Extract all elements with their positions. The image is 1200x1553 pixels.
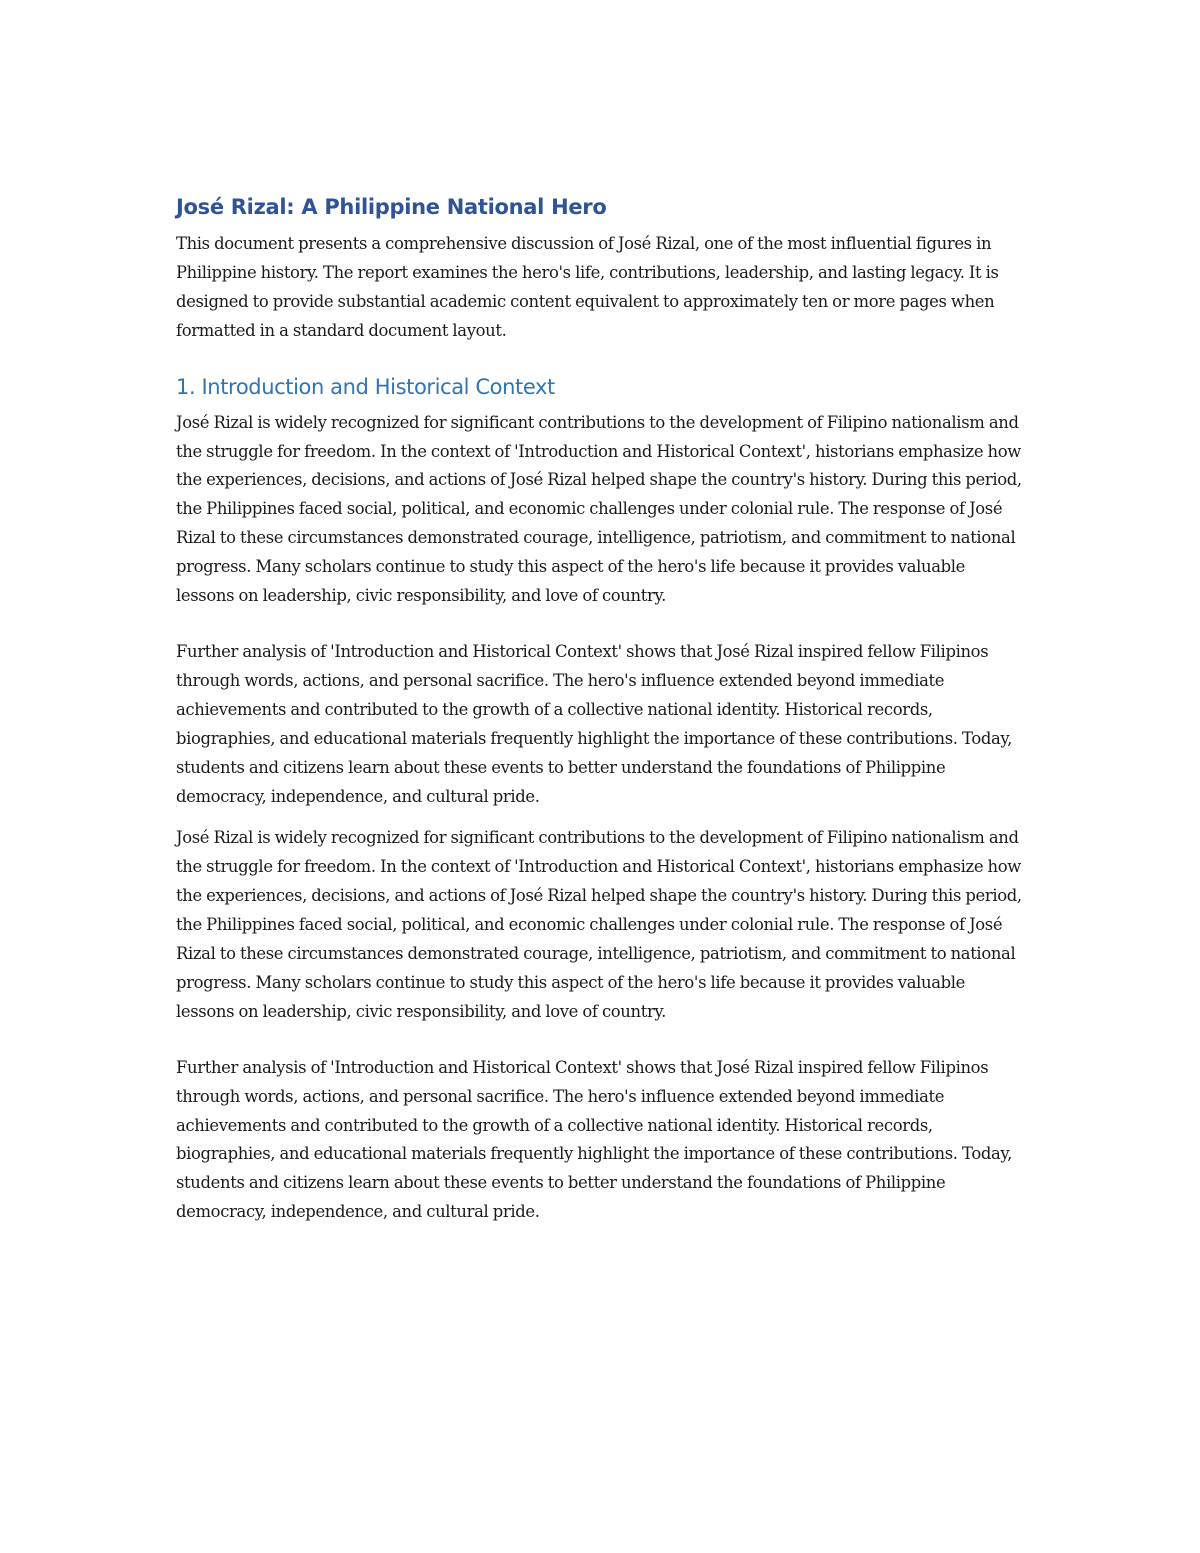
section-heading: 1. Introduction and Historical Context: [176, 374, 555, 399]
section-paragraph-4: Further analysis of 'Introduction and Historical Context' shows that José Rizal inspired fellow Filipinos through words, actions, and personal sacrifice. The hero's influence extended beyond immediate achievements and contributed to the growth of a collective national identity. Historical records, biographies, and educational materials frequently highlight the importance of these contributions. Today, students and citizens learn about these events to better understand the foundations of Philippine democracy, independence, and cultural pride.: [176, 1057, 1013, 1222]
section-paragraph-1: José Rizal is widely recognized for significant contributions to the development of Filipino nationalism and the struggle for freedom. In the context of 'Introduction and Historical Context', historians emphasize how the experiences, decisions, and actions of José Rizal helped shape the country's history. During this period, the Philippines faced social, political, and economic challenges under colonial rule. The response of José Rizal to these circumstances demonstrated courage, intelligence, patriotism, and commitment to national progress. Many scholars continue to study this aspect of the hero's life because it provides valuable lessons on leadership, civic responsibility, and love of country.: [176, 412, 1022, 606]
paragraph-gap: [176, 611, 1026, 638]
paragraph-gap: [176, 811, 1026, 824]
paragraph-gap: [176, 1027, 1026, 1054]
section-paragraph-2: Further analysis of 'Introduction and Historical Context' shows that José Rizal inspired fellow Filipinos through words, actions, and personal sacrifice. The hero's influence extended beyond immediate achievements and contributed to the growth of a collective national identity. Historical records, biographies, and educational materials frequently highlight the importance of these contributions. Today, students and citizens learn about these events to better understand the foundations of Philippine democracy, independence, and cultural pride.: [176, 641, 1013, 806]
section-paragraph-3: José Rizal is widely recognized for significant contributions to the development of Filipino nationalism and the struggle for freedom. In the context of 'Introduction and Historical Context', historians emphasize how the experiences, decisions, and actions of José Rizal helped shape the country's history. During this period, the Philippines faced social, political, and economic challenges under colonial rule. The response of José Rizal to these circumstances demonstrated courage, intelligence, patriotism, and commitment to national progress. Many scholars continue to study this aspect of the hero's life because it provides valuable lessons on leadership, civic responsibility, and love of country.: [176, 828, 1022, 1021]
document-body: [176, 191, 1026, 1227]
document-title: José Rizal: A Philippine National Hero: [176, 195, 607, 219]
spacer: [176, 346, 1026, 371]
intro-paragraph: This document presents a comprehensive discussion of José Rizal, one of the most influential figures in Philippine history. The report examines the hero's life, contributions, leadership, and lasting legacy. It is designed to provide substantial academic content equivalent to approximately ten or more pages when formatted in a standard document layout.: [176, 234, 999, 340]
